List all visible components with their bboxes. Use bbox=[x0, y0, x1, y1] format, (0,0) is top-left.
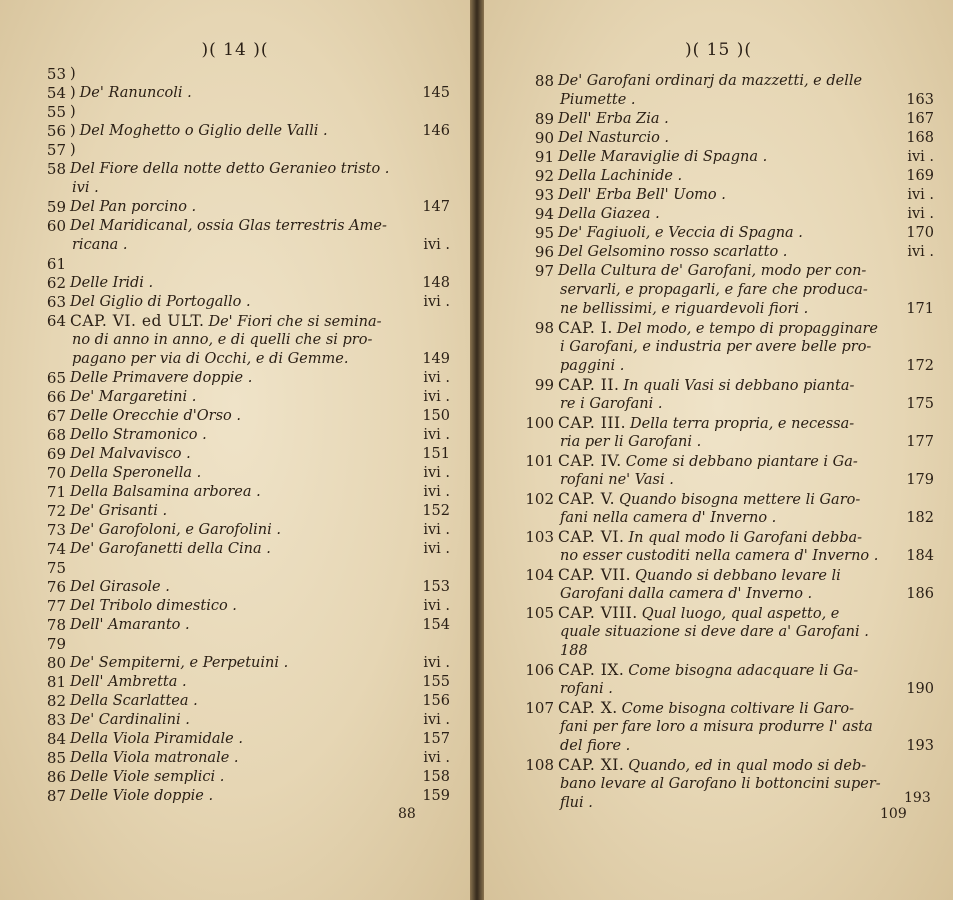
entry-title: paggini . bbox=[560, 358, 625, 374]
entry-title: Del Giglio di Portogallo . bbox=[70, 294, 251, 310]
entry-number-text: 69 bbox=[46, 445, 66, 463]
entry-page-number-text: 151 bbox=[422, 446, 450, 462]
index-entry bbox=[560, 339, 871, 356]
index-entry bbox=[560, 643, 588, 660]
entry-title: Del modo, e tempo di propagginare bbox=[616, 321, 878, 337]
entry-page-number-text: ivi . bbox=[423, 389, 450, 405]
entry-number-text: 73 bbox=[46, 521, 66, 539]
chapter-label: CAP. III. bbox=[558, 414, 626, 432]
entry-page-number-text: 167 bbox=[906, 111, 934, 127]
entry-number-text: 55 bbox=[46, 103, 66, 121]
entry-page-number-text: ivi . bbox=[907, 187, 934, 203]
index-entry bbox=[70, 275, 153, 292]
entry-number-text: 102 bbox=[525, 490, 554, 508]
entry-number-text: 53 bbox=[46, 65, 66, 83]
entry-title: Del Pan porcino . bbox=[70, 199, 197, 215]
entry-title: Del Fiore della notte detto Geranieo tristo . bbox=[70, 161, 390, 177]
right-last-page-number: 193 bbox=[904, 790, 931, 806]
index-entry bbox=[558, 453, 858, 471]
entry-title: Del Nasturcio . bbox=[558, 130, 670, 146]
entry-page-number-text: ivi . bbox=[423, 427, 450, 443]
entry-page-number-text: 149 bbox=[422, 351, 450, 367]
index-entry bbox=[558, 244, 787, 261]
index-entry bbox=[560, 358, 624, 375]
left-catchword: 88 bbox=[398, 806, 416, 822]
entry-title: Della Lachinide . bbox=[558, 168, 683, 184]
entry-title: i Garofani, e industria per avere belle pro- bbox=[560, 339, 872, 355]
index-entry bbox=[560, 92, 636, 109]
entry-title: rofani . bbox=[560, 681, 613, 697]
entry-number-text: 87 bbox=[46, 787, 66, 805]
entry-page-number-text: ivi . bbox=[907, 206, 934, 222]
entry-title: Qual luogo, qual aspetto, e bbox=[641, 606, 840, 622]
entry-number-text: 107 bbox=[525, 699, 554, 717]
index-entry bbox=[70, 617, 190, 634]
index-entry bbox=[70, 598, 237, 615]
index-entry bbox=[558, 149, 767, 166]
entry-number-text: 72 bbox=[46, 502, 66, 520]
chapter-label: CAP. V. bbox=[558, 490, 616, 508]
index-entry bbox=[70, 769, 224, 786]
entry-title: 188 bbox=[560, 643, 588, 659]
entry-number-text: 77 bbox=[46, 597, 66, 615]
entry-title: Delle Maraviglie di Spagna . bbox=[558, 149, 768, 165]
entry-page-number-text: ivi . bbox=[423, 237, 450, 253]
entry-page-number-text: 158 bbox=[422, 769, 450, 785]
entry-number-text: 58 bbox=[46, 160, 66, 178]
entry-page-number-text: ivi . bbox=[423, 465, 450, 481]
entry-number-text: 61 bbox=[46, 255, 66, 273]
entry-title: fani nella camera d' Inverno . bbox=[560, 510, 777, 526]
index-entry bbox=[70, 579, 170, 596]
entry-number-text: 70 bbox=[46, 464, 66, 482]
entry-title: no esser custoditi nella camera d' Inverno . bbox=[560, 548, 879, 564]
entry-title: Della Scarlattea . bbox=[70, 693, 198, 709]
index-entry bbox=[560, 301, 808, 318]
left-index-list bbox=[0, 0, 470, 900]
entry-number-text: 105 bbox=[525, 604, 554, 622]
entry-page-number-text: 156 bbox=[422, 693, 450, 709]
entry-number-text: 63 bbox=[46, 293, 66, 311]
entry-title: Del Tribolo dimestico . bbox=[70, 598, 237, 614]
entry-page-number-text: 157 bbox=[422, 731, 450, 747]
entry-page-number-text: ivi . bbox=[423, 712, 450, 728]
entry-number-text: 100 bbox=[525, 414, 554, 432]
entry-title: Della Cultura de' Garofani, modo per con- bbox=[558, 263, 867, 279]
index-entry bbox=[558, 73, 862, 90]
chapter-label: CAP. XI. bbox=[558, 756, 625, 774]
index-entry bbox=[70, 313, 382, 331]
entry-number-text: 79 bbox=[46, 635, 66, 653]
entry-title: Della Speronella . bbox=[70, 465, 202, 481]
entry-number-text: 83 bbox=[46, 711, 66, 729]
entry-number-text: 95 bbox=[534, 224, 554, 242]
entry-title: Garofani dalla camera d' Inverno . bbox=[560, 586, 813, 602]
entry-brace: ) bbox=[70, 66, 76, 82]
entry-title: Del Malvavisco . bbox=[70, 446, 191, 462]
entry-number-text: 91 bbox=[534, 148, 554, 166]
chapter-label: CAP. VIII. bbox=[558, 604, 638, 622]
index-entry bbox=[70, 788, 213, 805]
index-entry bbox=[70, 370, 252, 387]
entry-brace: ) bbox=[70, 142, 76, 158]
entry-number-text: 97 bbox=[534, 262, 554, 280]
index-entry bbox=[72, 237, 128, 254]
entry-page-number-text: 159 bbox=[422, 788, 450, 804]
entry-brace: ) bbox=[70, 85, 76, 101]
entry-title: flui . bbox=[560, 795, 593, 811]
index-entry bbox=[560, 795, 593, 812]
index-entry bbox=[560, 472, 674, 489]
entry-number-text: 85 bbox=[46, 749, 66, 767]
index-entry bbox=[70, 750, 239, 767]
index-entry bbox=[558, 415, 854, 433]
index-entry bbox=[558, 491, 860, 509]
entry-title: De' Garofani ordinarj da mazzetti, e delle bbox=[558, 73, 863, 89]
entry-title: Delle Viole semplici . bbox=[70, 769, 225, 785]
entry-title: De' Garofoloni, e Garofolini . bbox=[70, 522, 281, 538]
entry-number-text: 57 bbox=[46, 141, 66, 159]
index-entry bbox=[560, 282, 868, 299]
entry-title: pagano per via di Occhi, e di Gemme. bbox=[72, 351, 349, 367]
entry-title: del fiore . bbox=[560, 738, 631, 754]
index-entry bbox=[558, 757, 866, 775]
entry-page-number-text: 145 bbox=[422, 85, 450, 101]
right-page bbox=[484, 0, 953, 900]
index-entry bbox=[558, 377, 854, 395]
entry-number-text: 59 bbox=[46, 198, 66, 216]
entry-title: servarli, e propagarli, e fare che produca- bbox=[560, 282, 868, 298]
entry-page-number-text: 179 bbox=[906, 472, 934, 488]
entry-title: Come si debbano piantare i Ga- bbox=[625, 454, 858, 470]
entry-page-number-text: 193 bbox=[906, 738, 934, 754]
entry-title: ne bellissimi, e riguardevoli fiori . bbox=[560, 301, 809, 317]
index-entry bbox=[70, 522, 281, 539]
entry-title: Dell' Erba Zia . bbox=[558, 111, 669, 127]
entry-title: Come bisogna adacquare li Ga- bbox=[628, 663, 859, 679]
entry-title: De' Grisanti . bbox=[70, 503, 168, 519]
entry-number-text: 89 bbox=[534, 110, 554, 128]
index-entry bbox=[560, 681, 613, 698]
index-entry bbox=[72, 332, 372, 349]
chapter-label: CAP. I. bbox=[558, 319, 613, 337]
right-page-header: )( 15 )( bbox=[685, 40, 752, 60]
entry-title: In qual modo li Garofani debba- bbox=[628, 530, 863, 546]
entry-title: Del Gelsomino rosso scarlatto . bbox=[558, 244, 788, 260]
index-entry bbox=[558, 605, 839, 623]
entry-title: Dell' Amaranto . bbox=[70, 617, 190, 633]
entry-title: Delle Iridi . bbox=[70, 275, 154, 291]
index-entry bbox=[560, 738, 630, 755]
entry-page-number-text: ivi . bbox=[423, 522, 450, 538]
index-entry bbox=[560, 624, 869, 641]
index-entry bbox=[70, 199, 196, 216]
entry-number-text: 106 bbox=[525, 661, 554, 679]
index-entry bbox=[72, 180, 99, 197]
entry-number-text: 60 bbox=[46, 217, 66, 235]
entry-title: no di anno in anno, e di quelli che si pro- bbox=[72, 332, 373, 348]
chapter-label: CAP. IX. bbox=[558, 661, 625, 679]
entry-title: ria per li Garofani . bbox=[560, 434, 702, 450]
index-entry bbox=[560, 776, 881, 793]
entry-page-number-text: ivi . bbox=[423, 750, 450, 766]
entry-title: Del Moghetto o Giglio delle Valli . bbox=[79, 123, 328, 139]
entry-page-number-text: 170 bbox=[906, 225, 934, 241]
index-entry bbox=[558, 187, 726, 204]
entry-number-text: 65 bbox=[46, 369, 66, 387]
index-entry bbox=[70, 142, 80, 159]
index-entry bbox=[70, 655, 288, 672]
entry-title: Della Viola matronale . bbox=[70, 750, 239, 766]
entry-title: Delle Primavere doppie . bbox=[70, 370, 253, 386]
entry-number-text: 96 bbox=[534, 243, 554, 261]
index-entry bbox=[558, 263, 866, 280]
index-entry bbox=[70, 446, 191, 463]
entry-number-text: 78 bbox=[46, 616, 66, 634]
right-index-list bbox=[484, 0, 953, 900]
entry-page-number-text: 154 bbox=[422, 617, 450, 633]
index-entry bbox=[558, 130, 669, 147]
entry-number-text: 80 bbox=[46, 654, 66, 672]
index-entry bbox=[72, 351, 348, 368]
index-entry bbox=[70, 294, 251, 311]
index-entry bbox=[70, 408, 241, 425]
index-entry bbox=[70, 503, 167, 520]
entry-number-text: 68 bbox=[46, 426, 66, 444]
left-page bbox=[0, 0, 470, 900]
entry-title: Delle Orecchie d'Orso . bbox=[70, 408, 241, 424]
index-entry bbox=[560, 396, 662, 413]
entry-title: De' Sempiterni, e Perpetuini . bbox=[70, 655, 289, 671]
index-entry bbox=[70, 674, 187, 691]
entry-title: Della Giazea . bbox=[558, 206, 660, 222]
entry-title: De' Margaretini . bbox=[70, 389, 197, 405]
entry-number-text: 74 bbox=[46, 540, 66, 558]
index-entry bbox=[558, 662, 858, 680]
index-entry bbox=[70, 389, 196, 406]
entry-title: Della Viola Piramidale . bbox=[70, 731, 243, 747]
right-catchword: 109 bbox=[880, 806, 907, 822]
entry-page-number-text: 168 bbox=[906, 130, 934, 146]
entry-page-number-text: ivi . bbox=[907, 244, 934, 260]
book-gutter bbox=[470, 0, 484, 900]
chapter-label: CAP. VI. bbox=[558, 528, 625, 546]
entry-number-text: 104 bbox=[525, 566, 554, 584]
entry-page-number-text: 190 bbox=[906, 681, 934, 697]
index-entry bbox=[558, 700, 854, 718]
index-entry bbox=[70, 218, 387, 235]
entry-title: Del Maridicanal, ossia Glas terrestris Ame- bbox=[70, 218, 387, 234]
entry-number-text: 88 bbox=[534, 72, 554, 90]
entry-title: Quando si debbano levare li bbox=[635, 568, 841, 584]
entry-title: Del Girasole . bbox=[70, 579, 170, 595]
entry-title: Come bisogna coltivare li Garo- bbox=[621, 701, 854, 717]
entry-number-text: 94 bbox=[534, 205, 554, 223]
index-entry bbox=[560, 510, 776, 527]
index-entry bbox=[70, 541, 271, 558]
entry-title: Piumette . bbox=[560, 92, 636, 108]
entry-title: ivi . bbox=[72, 180, 99, 196]
index-entry bbox=[560, 548, 878, 565]
entry-number-text: 71 bbox=[46, 483, 66, 501]
index-entry bbox=[70, 693, 198, 710]
index-entry bbox=[558, 567, 841, 585]
entry-title: De' Garofanetti della Cina . bbox=[70, 541, 271, 557]
chapter-label: CAP. X. bbox=[558, 699, 618, 717]
entry-page-number-text: 171 bbox=[906, 301, 934, 317]
entry-title: De' Cardinalini . bbox=[70, 712, 190, 728]
index-entry bbox=[560, 586, 812, 603]
entry-page-number-text: 182 bbox=[906, 510, 934, 526]
index-entry bbox=[70, 712, 190, 729]
entry-page-number-text: 169 bbox=[906, 168, 934, 184]
entry-title: rofani ne' Vasi . bbox=[560, 472, 674, 488]
entry-title: ricana . bbox=[72, 237, 128, 253]
entry-page-number-text: ivi . bbox=[423, 484, 450, 500]
entry-page-number-text: 152 bbox=[422, 503, 450, 519]
entry-page-number-text: 184 bbox=[906, 548, 934, 564]
entry-page-number-text: ivi . bbox=[423, 541, 450, 557]
entry-page-number-text: 148 bbox=[422, 275, 450, 291]
index-entry bbox=[558, 529, 862, 547]
index-entry bbox=[558, 225, 803, 242]
chapter-label: CAP. II. bbox=[558, 376, 620, 394]
entry-number-text: 81 bbox=[46, 673, 66, 691]
entry-number-text: 82 bbox=[46, 692, 66, 710]
index-entry bbox=[558, 206, 660, 223]
entry-page-number-text: 150 bbox=[422, 408, 450, 424]
entry-title: Della terra propria, e necessa- bbox=[630, 416, 855, 432]
chapter-label: CAP. IV. bbox=[558, 452, 622, 470]
entry-page-number-text: ivi . bbox=[423, 370, 450, 386]
entry-number-text: 108 bbox=[525, 756, 554, 774]
entry-page-number-text: ivi . bbox=[423, 598, 450, 614]
entry-page-number-text: 147 bbox=[422, 199, 450, 215]
entry-number-text: 101 bbox=[525, 452, 554, 470]
entry-title: In quali Vasi si debbano pianta- bbox=[623, 378, 855, 394]
entry-number-text: 64 bbox=[46, 312, 66, 330]
entry-number-text: 54 bbox=[46, 84, 66, 102]
entry-title: re i Garofani . bbox=[560, 396, 663, 412]
entry-page-number-text: 146 bbox=[422, 123, 450, 139]
index-entry bbox=[70, 731, 243, 748]
entry-number-text: 75 bbox=[46, 559, 66, 577]
index-entry bbox=[70, 427, 207, 444]
entry-title: Quando, ed in qual modo si deb- bbox=[628, 758, 867, 774]
entry-page-number-text: 153 bbox=[422, 579, 450, 595]
index-entry bbox=[558, 111, 669, 128]
entry-number-text: 76 bbox=[46, 578, 66, 596]
entry-number-text: 66 bbox=[46, 388, 66, 406]
index-entry bbox=[70, 465, 201, 482]
entry-number-text: 86 bbox=[46, 768, 66, 786]
index-entry bbox=[560, 434, 701, 451]
index-entry bbox=[70, 123, 328, 140]
entry-title: Delle Viole doppie . bbox=[70, 788, 214, 804]
entry-page-number-text: ivi . bbox=[907, 149, 934, 165]
entry-number-text: 90 bbox=[534, 129, 554, 147]
entry-page-number-text: 175 bbox=[906, 396, 934, 412]
entry-page-number-text: 155 bbox=[422, 674, 450, 690]
entry-title: Della Balsamina arborea . bbox=[70, 484, 261, 500]
entry-page-number-text: 163 bbox=[906, 92, 934, 108]
entry-page-number-text: ivi . bbox=[423, 294, 450, 310]
index-entry bbox=[70, 85, 192, 102]
entry-number-text: 84 bbox=[46, 730, 66, 748]
entry-title: Dell' Erba Bell' Uomo . bbox=[558, 187, 726, 203]
index-entry bbox=[70, 484, 261, 501]
entry-title: De' Fiori che si semina- bbox=[208, 314, 382, 330]
entry-number-text: 67 bbox=[46, 407, 66, 425]
entry-number-text: 99 bbox=[534, 376, 554, 394]
entry-number-text: 103 bbox=[525, 528, 554, 546]
index-entry bbox=[558, 320, 878, 338]
chapter-label: CAP. VII. bbox=[558, 566, 632, 584]
entry-number-text: 62 bbox=[46, 274, 66, 292]
left-page-header: )( 14 )( bbox=[201, 40, 269, 60]
entry-title: Dell' Ambretta . bbox=[70, 674, 187, 690]
entry-title: Quando bisogna mettere li Garo- bbox=[619, 492, 861, 508]
entry-number-text: 56 bbox=[46, 122, 66, 140]
chapter-label: CAP. VI. ed ULT. bbox=[70, 312, 205, 330]
entry-title: fani per fare loro a misura produrre l' asta bbox=[560, 719, 873, 735]
entry-title: De' Ranuncoli . bbox=[79, 85, 192, 101]
entry-page-number-text: 186 bbox=[906, 586, 934, 602]
entry-title: bano levare al Garofano li bottoncini super- bbox=[560, 776, 881, 792]
entry-page-number-text: ivi . bbox=[423, 655, 450, 671]
entry-title: De' Fagiuoli, e Veccia di Spagna . bbox=[558, 225, 803, 241]
entry-number-text: 98 bbox=[534, 319, 554, 337]
entry-page-number-text: 177 bbox=[906, 434, 934, 450]
entry-title: quale situazione si deve dare a' Garofani . bbox=[560, 624, 869, 640]
entry-number-text: 92 bbox=[534, 167, 554, 185]
index-entry bbox=[70, 104, 80, 121]
entry-brace: ) bbox=[70, 123, 76, 139]
index-entry bbox=[70, 161, 389, 178]
entry-brace: ) bbox=[70, 104, 76, 120]
entry-number-text: 93 bbox=[534, 186, 554, 204]
index-entry bbox=[560, 719, 873, 736]
index-entry bbox=[558, 168, 682, 185]
index-entry bbox=[70, 66, 80, 83]
entry-page-number-text: 172 bbox=[906, 358, 934, 374]
entry-title: Dello Stramonico . bbox=[70, 427, 207, 443]
